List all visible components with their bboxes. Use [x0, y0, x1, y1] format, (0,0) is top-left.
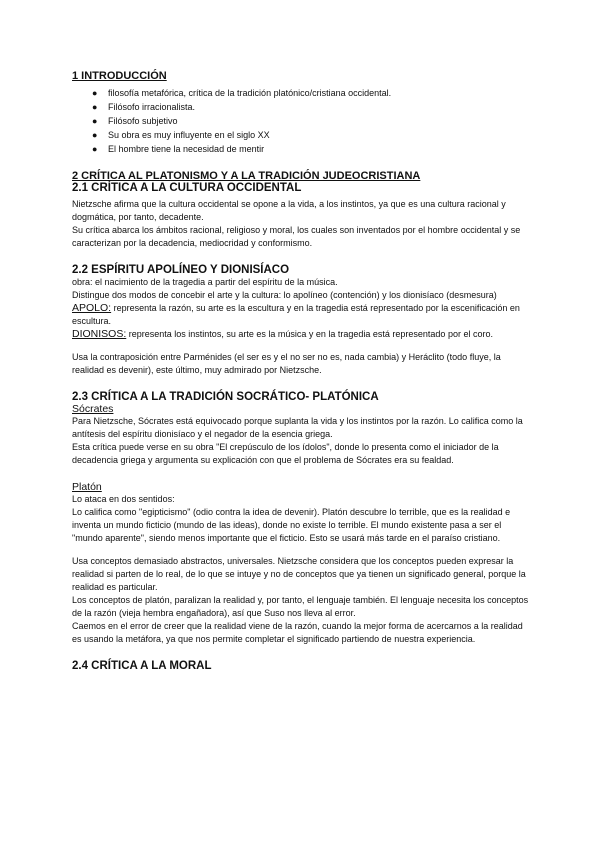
bullet-icon: ●	[92, 102, 98, 112]
socrates-subheading: Sócrates	[72, 403, 114, 415]
list-item	[92, 114, 532, 128]
section-2-4-heading: 2.4 CRÍTICA A LA MORAL	[72, 660, 212, 672]
section-1-heading: 1 INTRODUCCIÓN	[72, 70, 167, 82]
paragraph: Esta crítica puede verse en su obra "El crepúsculo de los ídolos", donde lo presenta como el iniciador de la decadencia griega y argumenta su explicación con que el problema de Sócrates era su fealdad.	[72, 442, 499, 465]
paragraph: Los conceptos de platón, paralizan la realidad y, por tanto, el lenguaje también. El lenguaje necesita los conceptos de la razón (vieja hembra engañadora), así que Suso nos lleva al error.	[72, 595, 529, 618]
paragraph: Usa la contraposición entre Parménides (el ser es y el no ser no es, nada cambia) y Heráclito (todo fluye, la realidad es devenir), este último, muy admirado por Nietzsche.	[72, 352, 501, 375]
bullet-icon: ●	[92, 144, 98, 154]
paragraph: Distingue dos modos de concebir el arte y la cultura: lo apolíneo (contención) y los dionisíaco (desmesura)	[72, 290, 497, 300]
paragraph: Nietzsche afirma que la cultura occidental se opone a la vida, a los instintos, ya que es una cultura racional y dogmática, por tanto, decadente.	[72, 199, 506, 222]
apolo-paragraph	[72, 302, 532, 328]
dionisos-paragraph	[72, 328, 532, 341]
intro-bullet-list	[72, 86, 532, 156]
apolo-text: representa la razón, su arte es la escultura y en la tragedia está representado por la escenificación en escultura.	[72, 303, 520, 326]
document-page	[72, 70, 532, 672]
list-item	[92, 86, 532, 100]
section-2-2-heading: 2.2 ESPÍRITU APOLÍNEO Y DIONISÍACO	[72, 264, 290, 276]
list-item-text: Su obra es muy influyente en el siglo XX	[108, 130, 270, 140]
section-2-heading: 2 CRÍTICA AL PLATONISMO Y A LA TRADICIÓN JUDEOCRISTIANA	[72, 170, 421, 182]
paragraph: Usa conceptos demasiado abstractos, universales. Nietzsche considera que los conceptos pueden expresar la realidad si parten de lo real, de lo que se intuye y no de conceptos que ya tienen un significado general, porque la realidad es particular.	[72, 556, 526, 592]
list-item-text: filosofía metafórica, crítica de la tradición platónico/cristiana occidental.	[108, 88, 392, 98]
apolo-label: APOLO:	[72, 302, 112, 314]
bullet-icon: ●	[92, 130, 98, 140]
list-item	[92, 100, 532, 114]
paragraph: Lo ataca en dos sentidos:	[72, 494, 175, 504]
paragraph: Lo califica como "egipticismo" (odio contra la idea de devenir). Platón descubre lo terrible, que es la realidad e inventa un mundo ficticio (mundo de las ideas), donde no existe lo terrible. El mundo existente pasa a ser el "mundo aparente", siendo menos importante que el ficticio. Esto se usará más tarde en el paraíso cristiano.	[72, 507, 511, 543]
platon-subheading: Platón	[72, 481, 102, 493]
list-item-text: Filósofo irracionalista.	[108, 102, 196, 112]
list-item	[92, 142, 532, 156]
paragraph: Caemos en el error de creer que la realidad viene de la razón, cuando la mejor forma de acercarnos a la realidad es usando la metáfora, ya que nos permite completar el significado partiendo de nuestra experiencia.	[72, 621, 523, 644]
section-2-3-heading: 2.3 CRÍTICA A LA TRADICIÓN SOCRÁTICO- PLATÓNICA	[72, 391, 379, 403]
list-item	[92, 128, 532, 142]
bullet-icon: ●	[92, 116, 98, 126]
list-item-text: Filósofo subjetivo	[108, 116, 178, 126]
paragraph: obra: el nacimiento de la tragedia a partir del espíritu de la música.	[72, 277, 338, 287]
bullet-icon: ●	[92, 88, 98, 98]
section-2-1-heading: 2.1 CRÍTICA A LA CULTURA OCCIDENTAL	[72, 182, 302, 194]
dionisos-text: representa los instintos, su arte es la música y en la tragedia está representado por el coro.	[126, 329, 493, 339]
paragraph: Para Nietzsche, Sócrates está equivocado porque suplanta la vida y los instintos por la razón. Lo califica como la antítesis del espíritu dionisíaco y el negador de la esencia griega.	[72, 416, 523, 439]
paragraph: Su crítica abarca los ámbitos racional, religioso y moral, los cuales son inventados por el hombre occidental y se caracterizan por la decadencia, mediocridad y conformismo.	[72, 225, 521, 248]
dionisos-label: DIONISOS:	[72, 328, 127, 340]
list-item-text: El hombre tiene la necesidad de mentir	[108, 144, 265, 154]
